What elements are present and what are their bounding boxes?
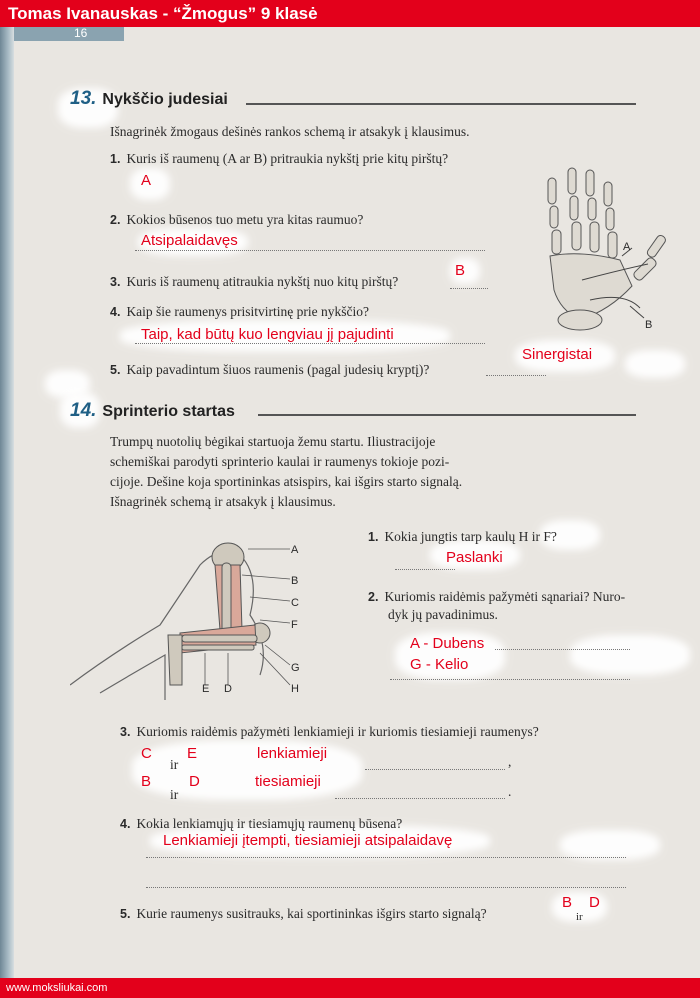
- s14-question-5: [120, 905, 487, 923]
- section-14-intro-line: cijoje. Dešine koja sportininkas atsispirs, kai išgirs starto signalą.: [110, 474, 463, 489]
- question-text: Kaip šie raumenys prisitvirtinę prie nykščio?: [126, 304, 370, 319]
- s14-question-1: [368, 528, 557, 546]
- s14-answer-3-row1: lenkiamieji: [257, 745, 328, 762]
- question-text: Kokia jungtis tarp kaulų H ir F?: [384, 529, 557, 544]
- leg-label-a: A: [291, 544, 299, 556]
- header-title: Tomas Ivanauskas - “Žmogus” 9 klasė: [8, 4, 318, 23]
- answer-line: [395, 568, 455, 570]
- leg-label-d: D: [224, 683, 232, 695]
- section-13-number: 13.: [70, 88, 97, 109]
- section-14-number: 14.: [70, 400, 97, 421]
- answer-line: [365, 768, 505, 770]
- s14-answer-5-a: B: [562, 894, 573, 911]
- page-number-tab: [14, 27, 124, 41]
- question-number: 2.: [110, 213, 121, 227]
- answer-line: [146, 856, 626, 858]
- page-edge: [0, 27, 14, 978]
- answer-line: [146, 886, 626, 888]
- answer-line: [390, 678, 630, 680]
- comma: ,: [508, 754, 512, 769]
- question-text: Kuriomis raidėmis pažymėti sąnariai? Nuro-: [384, 589, 626, 604]
- answer-line: [486, 374, 546, 376]
- question-number: 4.: [120, 817, 131, 831]
- header-banner: [0, 0, 700, 27]
- leg-skeleton-illustration: [70, 535, 310, 705]
- section-14-title-text: Sprinterio startas: [102, 403, 235, 420]
- section-14-intro-line: schemiškai parodyti sprinterio kaulai ir raumenys tokioje pozi-: [110, 454, 450, 469]
- s14-answer-2a: A - Dubens: [410, 635, 485, 652]
- s14-question-3-row1-and: ir: [170, 757, 179, 772]
- s14-question-2: [368, 588, 625, 606]
- section-14-intro-line: Trumpų nuotolių bėgikai startuoja žemu startu. Iliustracijoje: [110, 434, 436, 449]
- section-13-title-text: Nykščio judesiai: [102, 91, 228, 108]
- question-number: 3.: [120, 725, 131, 739]
- footer-site[interactable]: www.moksliukai.com: [6, 982, 108, 994]
- question-text: Kuriomis raidėmis pažymėti lenkiamieji ir kuriomis tiesiamieji raumenys?: [136, 724, 539, 739]
- question-number: 2.: [368, 590, 379, 604]
- leg-label-h: H: [291, 683, 299, 695]
- section-13-rule: [246, 103, 636, 105]
- question-text: Kuris iš raumenų atitraukia nykštį nuo kitų pirštų?: [126, 274, 399, 289]
- section-14-title: [70, 400, 235, 422]
- s14-question-3-row2-and: ir: [170, 787, 179, 802]
- s14-answer-3-row1-a: C: [141, 745, 152, 762]
- hand-skeleton-illustration: [520, 160, 680, 340]
- section-14-intro-line: Išnagrinėk schemą ir atsakyk į klausimus.: [110, 494, 336, 509]
- answer-line: [450, 287, 488, 289]
- s14-question-3: [120, 723, 539, 741]
- s14-answer-3-row1-b: E: [187, 745, 198, 762]
- leg-label-b: B: [291, 575, 299, 587]
- s13-answer-3: B: [455, 262, 466, 279]
- s13-question-4: [110, 303, 369, 321]
- leg-label-c: C: [291, 597, 299, 609]
- s14-answer-4: Lenkiamieji įtempti, tiesiamieji atsipalaidavę: [163, 832, 453, 849]
- s14-answer-5-b: D: [589, 894, 600, 911]
- hand-label-a: A: [623, 241, 631, 253]
- s13-question-2: [110, 211, 363, 229]
- s14-answer-2b: G - Kelio: [410, 656, 469, 673]
- eraser-mark: [625, 350, 685, 378]
- s13-answer-5: Sinergistai: [522, 346, 593, 363]
- s13-question-1: [110, 150, 448, 168]
- question-text: Kurie raumenys susitrauks, kai sportininkas išgirs starto signalą?: [136, 906, 487, 921]
- question-number: 5.: [120, 907, 131, 921]
- s14-question-2-line2: dyk jų pavadinimus.: [388, 607, 498, 622]
- page-number: 16: [74, 26, 88, 40]
- hand-label-b: B: [645, 319, 653, 331]
- answer-line: [335, 797, 505, 799]
- question-number: 3.: [110, 275, 121, 289]
- s14-answer-3-row2: tiesiamieji: [255, 773, 321, 790]
- section-14-rule: [258, 414, 636, 416]
- s14-answer-3-row2-a: B: [141, 773, 152, 790]
- footer-banner: [0, 978, 700, 998]
- s14-answer-3-row2-b: D: [189, 773, 200, 790]
- section-13-intro: Išnagrinėk žmogaus dešinės rankos schemą ir atsakyk į klausimus.: [110, 124, 470, 139]
- section-13-title: [70, 88, 228, 110]
- question-text: Kuris iš raumenų (A ar B) pritraukia nykštį prie kitų pirštų?: [126, 151, 449, 166]
- question-number: 1.: [368, 530, 379, 544]
- s13-question-5: [110, 361, 429, 379]
- eraser-mark: [570, 635, 690, 675]
- s14-answer-1: Paslanki: [446, 549, 503, 566]
- question-number: 4.: [110, 305, 121, 319]
- eraser-mark: [132, 740, 362, 800]
- question-text: Kokia lenkiamųjų ir tiesiamųjų raumenų būsena?: [136, 816, 403, 831]
- leg-label-e: E: [202, 683, 210, 695]
- answer-line: [495, 648, 630, 650]
- s13-answer-4: Taip, kad būtų kuo lengviau jį pajudinti: [141, 326, 394, 343]
- question-text: Kaip pavadintum šiuos raumenis (pagal judesių kryptį)?: [126, 362, 430, 377]
- s14-question-4: [120, 815, 402, 833]
- leg-label-g: G: [291, 662, 300, 674]
- s14-answer-5-and: ir: [576, 911, 583, 923]
- question-number: 1.: [110, 152, 121, 166]
- s13-answer-1: A: [141, 172, 152, 189]
- leg-label-f: F: [291, 619, 298, 631]
- s13-question-3: [110, 273, 398, 291]
- period: .: [508, 784, 512, 799]
- question-number: 5.: [110, 363, 121, 377]
- s13-answer-2: Atsipalaidavęs: [141, 232, 238, 249]
- question-text: Kokios būsenos tuo metu yra kitas raumuo?: [126, 212, 364, 227]
